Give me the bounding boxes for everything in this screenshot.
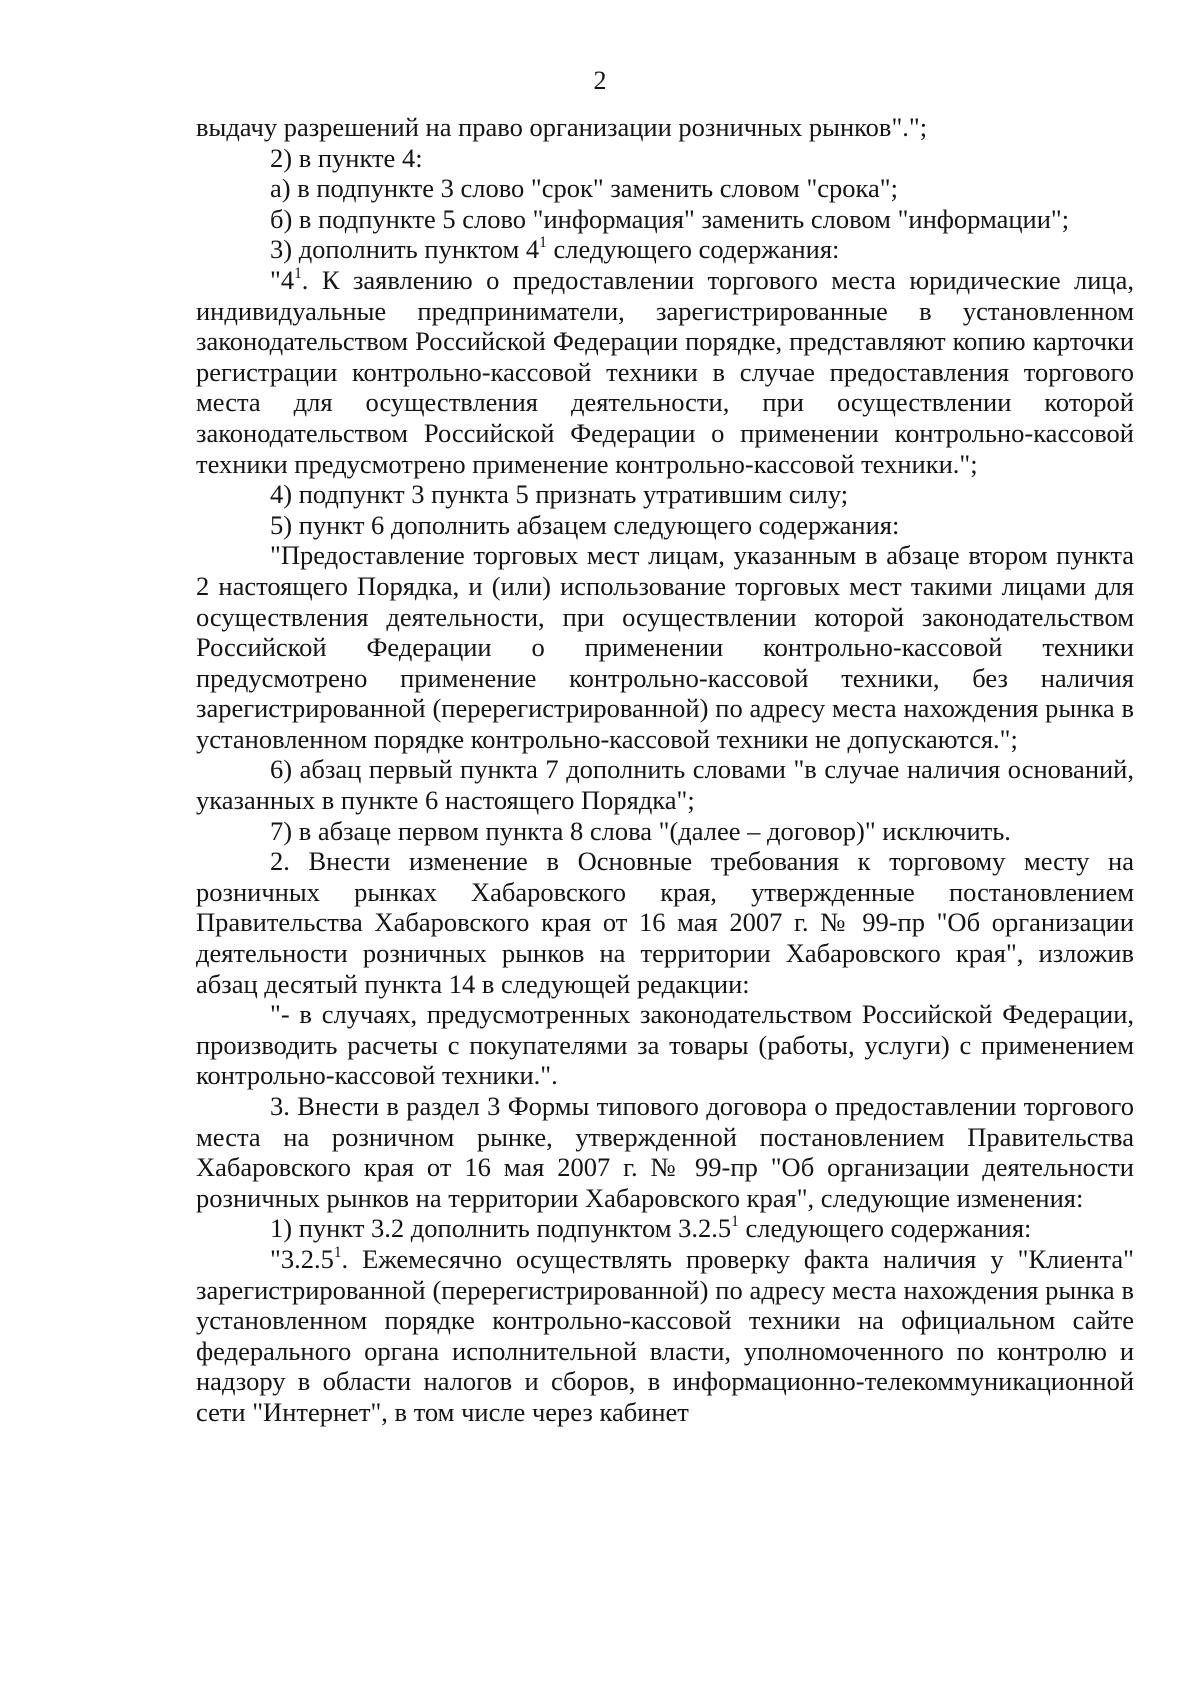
paragraph (196, 265, 1134, 479)
paragraph: б) в подпункте 5 слово "информация" заменить словом "информации"; (270, 203, 1070, 234)
paragraph (196, 234, 1134, 265)
paragraph-text: следующего содержания: (546, 234, 840, 265)
paragraph-text: "4 (270, 264, 295, 295)
paragraph: 6) абзац первый пункта 7 дополнить словами "в случае наличия оснований, указанных в пункте 6 настоящего Порядка"; (196, 754, 1134, 816)
paragraph: 7) в абзаце первом пункта 8 слова "(далее – договор)" исключить. (270, 815, 1011, 846)
paragraph-text: следующего содержания: (738, 1213, 1032, 1244)
paragraph-text: . Ежемесячно осуществлять проверку факта наличия у "Клиента" зарегистрированной (перерегистрированной) по адресу места нахождения рынка в установленном порядке контрольно-кассовой техники на официальном сайте федерального органа исполнительной власти, уполномоченного по контролю и надзору в области налогов и сборов, в информационно-телекоммуникационной сети "Интернет", в том числе через кабинет (196, 1243, 1134, 1427)
paragraph: выдачу разрешений на право организации розничных рынков"."; (196, 112, 928, 142)
paragraph: а) в подпункте 3 слово "срок" заменить словом "срока"; (270, 173, 898, 204)
paragraph: 5) пункт 6 дополнить абзацем следующего содержания: (270, 509, 900, 540)
page-number: 2 (593, 66, 607, 95)
paragraph: 4) подпункт 3 пункта 5 признать утратившим силу; (270, 479, 849, 510)
paragraph-text: "3.2.5 (270, 1243, 334, 1274)
superscript-index: 1 (294, 264, 302, 282)
paragraph: 3. Внести в раздел 3 Формы типового договора о предоставлении торгового места на розничном рынке, утвержденной постановлением Правительства Хабаровского края от 16 мая 2007 г. № 99-пр "Об организации деятельности розничных рынков на территории Хабаровского края", следующие изменения: (196, 1091, 1134, 1213)
superscript-index: 1 (333, 1243, 342, 1261)
paragraph-text: 3) дополнить пунктом 4 (270, 234, 540, 265)
paragraph: "- в случаях, предусмотренных законодательством Российской Федерации, производить расчеты с покупателями за товары (работы, услуги) с применением контрольно-кассовой техники.". (196, 999, 1134, 1091)
paragraph: 2) в пункте 4: (270, 142, 423, 173)
paragraph: "Предоставление торговых мест лицам, указанным в абзаце втором пункта 2 настоящего Порядка, и (или) использование торговых мест такими лицами для осуществления деятельности, при осуществлении которой законодательством Российской Федерации о применении контрольно-кассовой техники предусмотрено применение контрольно-кассовой техники, без наличия зарегистрированной (перерегистрированной) по адресу места нахождения рынка в установленном порядке контрольно-кассовой техники не допускаются."; (196, 540, 1134, 754)
document-body (196, 112, 1134, 1428)
superscript-index: 1 (731, 1213, 739, 1231)
superscript-index: 1 (539, 234, 547, 252)
paragraph (196, 1213, 1134, 1244)
paragraph-text: 1) пункт 3.2 дополнить подпунктом 3.2.5 (270, 1213, 732, 1244)
paragraph: 2. Внести изменение в Основные требования к торговому месту на розничных рынках Хабаровского края, утвержденные постановлением Правительства Хабаровского края от 16 мая 2007 г. № 99-пр "Об организации деятельности розничных рынков на территории Хабаровского края", изложив абзац десятый пункта 14 в следующей редакции: (196, 846, 1134, 999)
paragraph-text: . К заявлению о предоставлении торгового места юридические лица, индивидуальные предприниматели, зарегистрированные в установленном законодательством Российской Федерации порядке, представляют копию карточки регистрации контрольно-кассовой техники в случае предоставления торгового места для осуществления деятельности, при осуществлении которой законодательством Российской Федерации о применении контрольно-кассовой техники предусмотрено применение контрольно-кассовой техники."; (196, 264, 1134, 479)
paragraph (196, 1244, 1134, 1428)
